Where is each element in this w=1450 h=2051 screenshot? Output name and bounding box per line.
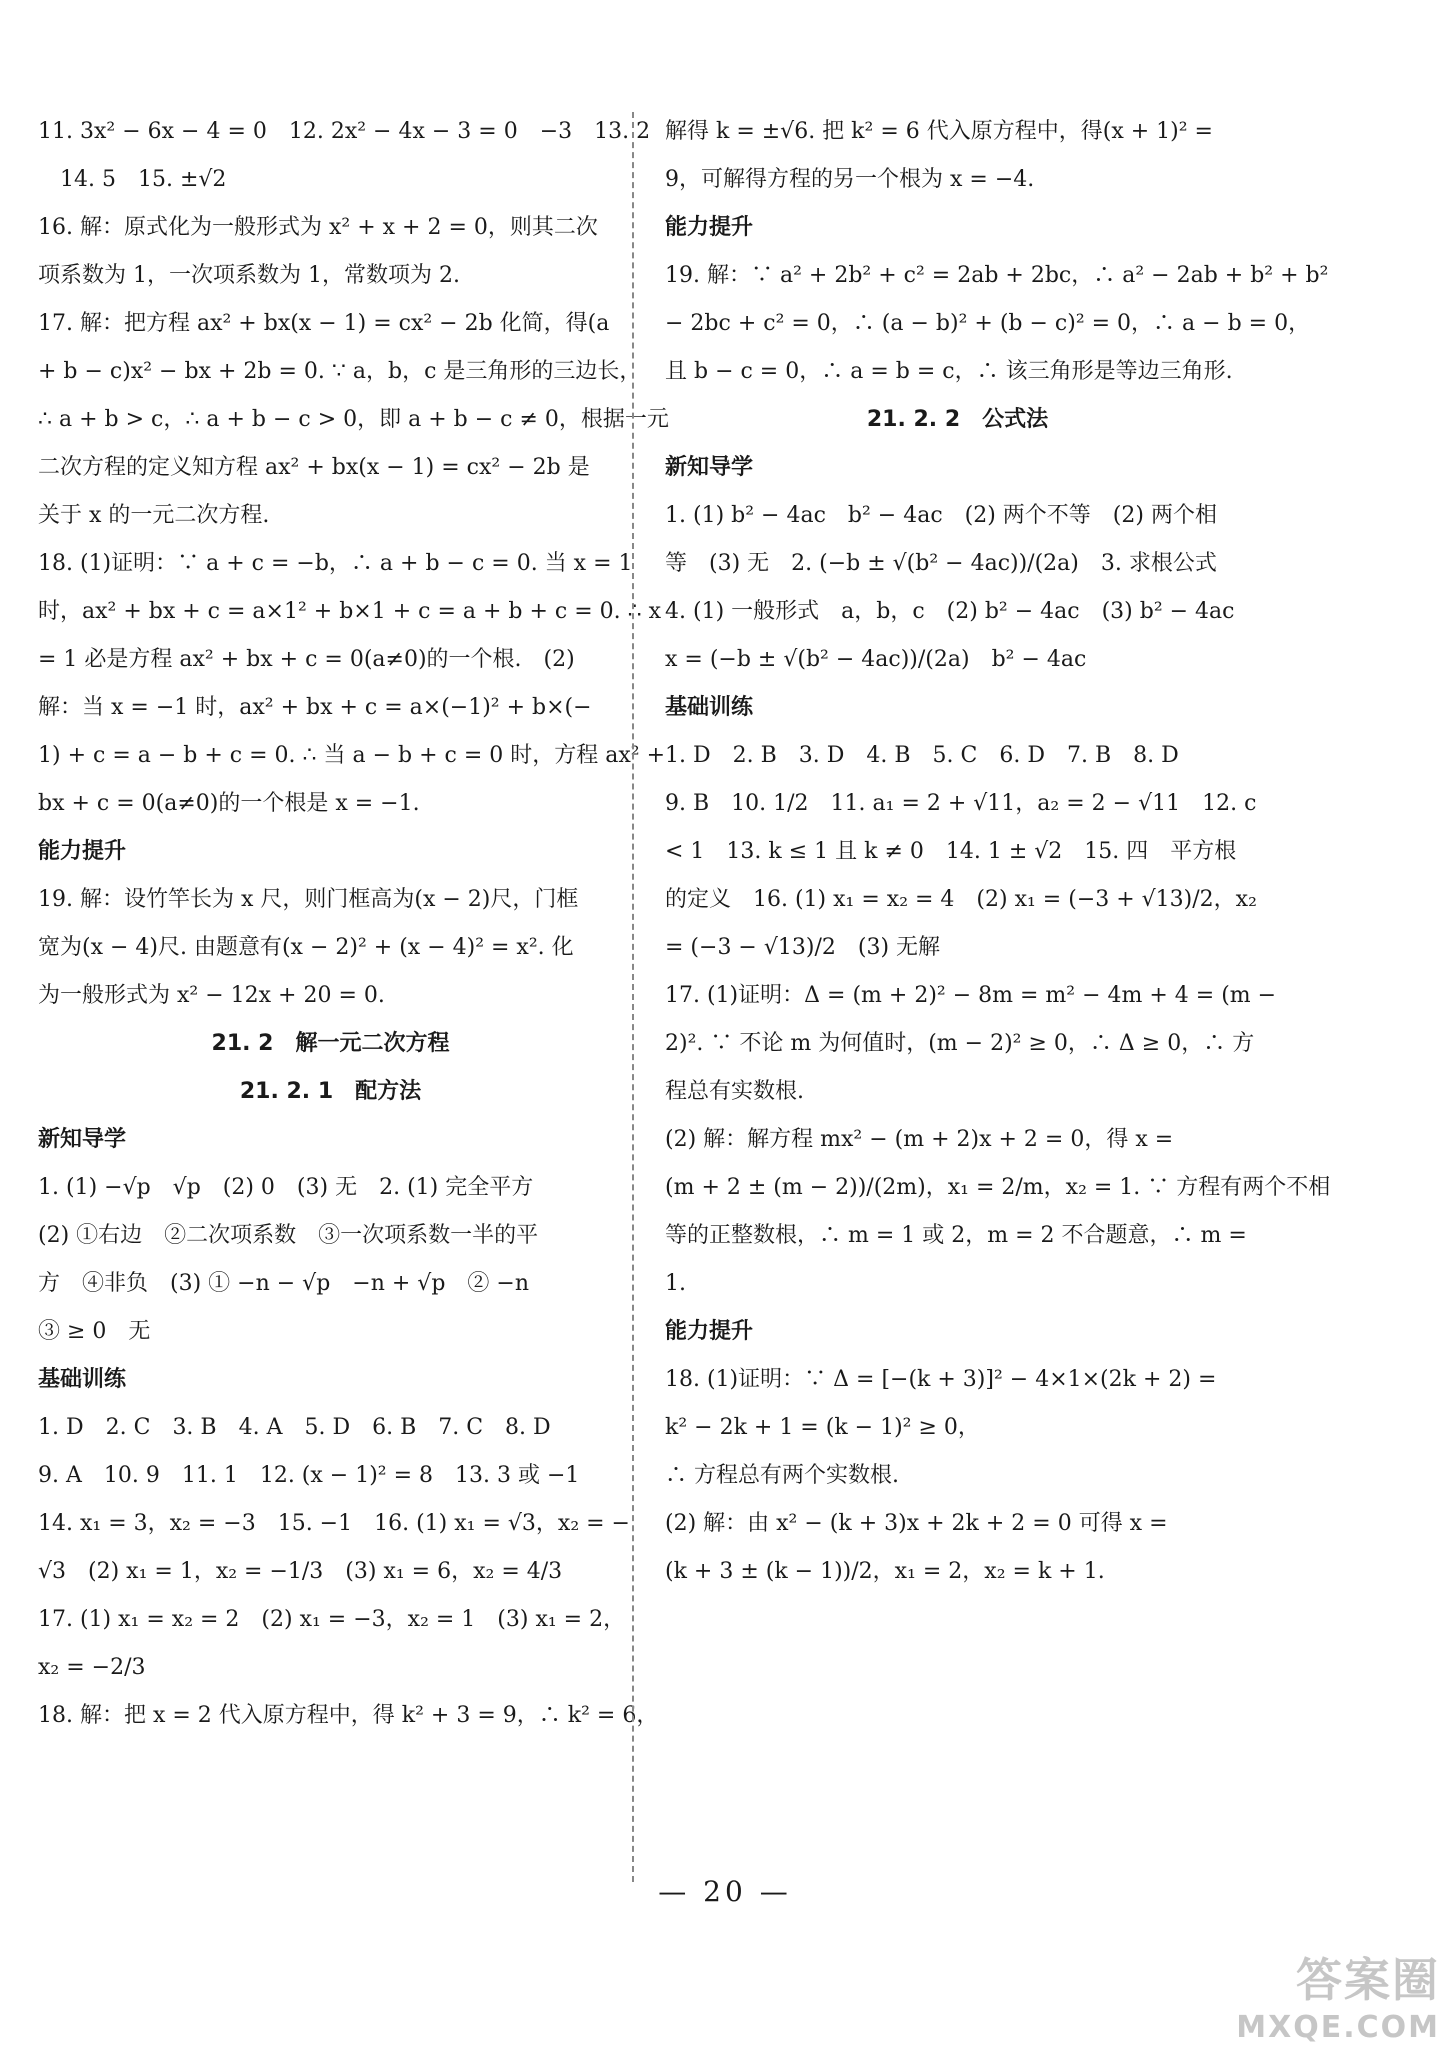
text-line: 1.: [665, 1271, 686, 1296]
section-heading: 能力提升: [665, 1319, 754, 1344]
text-line: x = (−b ± √(b² − 4ac))/(2a) b² − 4ac: [665, 647, 1087, 672]
section-heading: 21. 2. 1 配方法: [239, 1079, 422, 1104]
text-line: 18. 解：把 x = 2 代入原方程中，得 k² + 3 = 9，∴ k² = 6，: [38, 1703, 659, 1728]
text-line: 11. 3x² − 6x − 4 = 0 12. 2x² − 4x − 3 = 0 −3 13. 2: [38, 119, 651, 144]
section-heading: 21. 2 解一元二次方程: [211, 1031, 450, 1056]
section-heading: 基础训练: [38, 1367, 127, 1392]
text-line: 等的正整数根，∴ m = 1 或 2，m = 2 不合题意，∴ m =: [665, 1223, 1247, 1248]
text-line: 项系数为 1，一次项系数为 1，常数项为 2.: [38, 263, 460, 288]
text-line: 14. 5 15. ±√2: [38, 167, 227, 192]
section-heading: 新知导学: [665, 455, 754, 480]
text-line: 19. 解：设竹竿长为 x 尺，则门框高为(x − 2)尺，门框: [38, 887, 579, 912]
text-line: = (−3 − √13)/2 (3) 无解: [665, 935, 941, 960]
text-line: 14. x₁ = 3，x₂ = −3 15. −1 16. (1) x₁ = √3，x₂ = −: [38, 1511, 630, 1536]
watermark-url: MXQE.COM: [1236, 2010, 1440, 2045]
text-line: 关于 x 的一元二次方程.: [38, 503, 270, 528]
text-line: 1) + c = a − b + c = 0. ∴ 当 a − b + c = 0 时，方程 ax² +: [38, 743, 666, 768]
left-column: [38, 108, 669, 1740]
text-line: 二次方程的定义知方程 ax² + bx(x − 1) = cx² − 2b 是: [38, 455, 590, 480]
text-line: 1. (1) −√p √p (2) 0 (3) 无 2. (1) 完全平方: [38, 1175, 534, 1200]
text-line: = 1 必是方程 ax² + bx + c = 0(a≠0)的一个根. (2): [38, 647, 575, 672]
section-heading: 21. 2. 2 公式法: [866, 407, 1049, 432]
text-line: (m + 2 ± (m − 2))/(2m)，x₁ = 2/m，x₂ = 1. ∵ 方程有两个不相: [665, 1175, 1331, 1200]
text-line: bx + c = 0(a≠0)的一个根是 x = −1.: [38, 791, 420, 816]
text-line: 17. (1)证明：Δ = (m + 2)² − 8m = m² − 4m + 4 = (m −: [665, 983, 1277, 1008]
text-line: ③ ≥ 0 无: [38, 1319, 151, 1344]
text-line: 宽为(x − 4)尺. 由题意有(x − 2)² + (x − 4)² = x². 化: [38, 935, 574, 960]
text-line: 解得 k = ±√6. 把 k² = 6 代入原方程中，得(x + 1)² =: [665, 119, 1213, 144]
right-column: [665, 108, 1331, 1596]
text-line: 9. B 10. 1/2 11. a₁ = 2 + √11，a₂ = 2 − √11 12. c: [665, 791, 1257, 816]
text-line: 的定义 16. (1) x₁ = x₂ = 4 (2) x₁ = (−3 + √13)/2，x₂: [665, 887, 1257, 912]
text-line: 等 (3) 无 2. (−b ± √(b² − 4ac))/(2a) 3. 求根公式: [665, 551, 1217, 576]
watermark-text: 答案圈: [1296, 1953, 1440, 2007]
text-line: (2) ①右边 ②二次项系数 ③一次项系数一半的平: [38, 1223, 539, 1248]
text-line: 时，ax² + bx + c = a×1² + b×1 + c = a + b + c = 0. ∴ x: [38, 599, 662, 624]
watermark-logo: [1236, 1944, 1440, 2045]
text-line: 4. (1) 一般形式 a，b，c (2) b² − 4ac (3) b² − 4ac: [665, 599, 1235, 624]
text-line: 9. A 10. 9 11. 1 12. (x − 1)² = 8 13. 3 或 −1: [38, 1463, 580, 1488]
text-line: 2)². ∵ 不论 m 为何值时，(m − 2)² ≥ 0，∴ Δ ≥ 0，∴ 方: [665, 1031, 1255, 1056]
text-line: 程总有实数根.: [665, 1079, 804, 1104]
column-divider: [632, 112, 634, 1882]
text-line: 方 ④非负 (3) ① −n − √p −n + √p ② −n: [38, 1271, 529, 1296]
text-line: 16. 解：原式化为一般形式为 x² + x + 2 = 0，则其二次: [38, 215, 598, 240]
text-line: 为一般形式为 x² − 12x + 20 = 0.: [38, 983, 385, 1008]
text-line: 1. (1) b² − 4ac b² − 4ac (2) 两个不等 (2) 两个相: [665, 503, 1217, 528]
text-line: 17. (1) x₁ = x₂ = 2 (2) x₁ = −3，x₂ = 1 (3) x₁ = 2，: [38, 1607, 626, 1632]
text-line: + b − c)x² − bx + 2b = 0. ∵ a，b，c 是三角形的三边长，: [38, 359, 642, 384]
text-line: 17. 解：把方程 ax² + bx(x − 1) = cx² − 2b 化简，得(a: [38, 311, 610, 336]
section-heading: 基础训练: [665, 695, 754, 720]
text-line: (2) 解：由 x² − (k + 3)x + 2k + 2 = 0 可得 x =: [665, 1511, 1168, 1536]
text-line: ∴ 方程总有两个实数根.: [665, 1463, 899, 1488]
section-heading: 新知导学: [38, 1127, 127, 1152]
text-line: (2) 解：解方程 mx² − (m + 2)x + 2 = 0，得 x =: [665, 1127, 1174, 1152]
text-line: k² − 2k + 1 = (k − 1)² ≥ 0，: [665, 1415, 980, 1440]
text-line: 18. (1)证明：∵ a + c = −b，∴ a + b − c = 0. 当 x = 1: [38, 551, 633, 576]
text-line: 1. D 2. B 3. D 4. B 5. C 6. D 7. B 8. D: [665, 743, 1179, 768]
text-line: − 2bc + c² = 0，∴ (a − b)² + (b − c)² = 0，∴ a − b = 0，: [665, 311, 1311, 336]
section-heading: 能力提升: [665, 215, 754, 240]
text-line: 1. D 2. C 3. B 4. A 5. D 6. B 7. C 8. D: [38, 1415, 551, 1440]
text-line: ∴ a + b > c，∴ a + b − c > 0，即 a + b − c ≠ 0，根据一元: [38, 407, 669, 432]
section-heading: 能力提升: [38, 839, 127, 864]
page-number: — 20 —: [658, 1875, 792, 1908]
text-line: x₂ = −2/3: [38, 1655, 146, 1680]
text-line: 且 b − c = 0，∴ a = b = c，∴ 该三角形是等边三角形.: [665, 359, 1233, 384]
text-line: 18. (1)证明：∵ Δ = [−(k + 3)]² − 4×1×(2k + 2) =: [665, 1367, 1217, 1392]
text-line: 19. 解：∵ a² + 2b² + c² = 2ab + 2bc，∴ a² − 2ab + b² + b²: [665, 263, 1329, 288]
text-line: (k + 3 ± (k − 1))/2，x₁ = 2，x₂ = k + 1.: [665, 1559, 1105, 1584]
text-line: √3 (2) x₁ = 1，x₂ = −1/3 (3) x₁ = 6，x₂ = 4/3: [38, 1559, 563, 1584]
text-line: 解：当 x = −1 时，ax² + bx + c = a×(−1)² + b×(−: [38, 695, 592, 720]
text-line: 9，可解得方程的另一个根为 x = −4.: [665, 167, 1035, 192]
text-line: < 1 13. k ≤ 1 且 k ≠ 0 14. 1 ± √2 15. 四 平方根: [665, 839, 1237, 864]
